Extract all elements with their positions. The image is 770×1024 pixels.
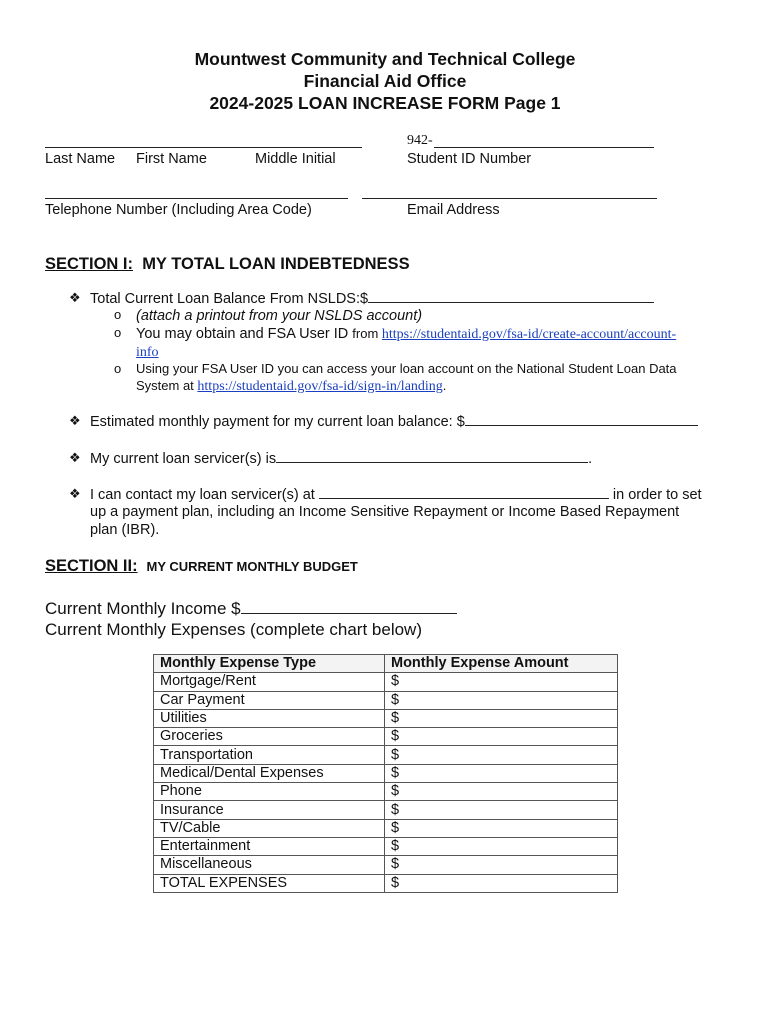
form-title: 2024-2025 LOAN INCREASE FORM Page 1 xyxy=(209,93,561,113)
section2-title: MY CURRENT MONTHLY BUDGET xyxy=(146,559,358,574)
expense-type-cell: Medical/Dental Expenses xyxy=(154,764,385,782)
expense-amount-cell[interactable]: $ xyxy=(385,728,618,746)
fsa-id-text: You may obtain and FSA User ID xyxy=(136,326,353,342)
office-name: Financial Aid Office xyxy=(303,71,467,91)
expense-type-cell: Mortgage/Rent xyxy=(154,673,385,691)
diamond-bullet-icon: ❖ xyxy=(69,486,81,501)
middle-initial-label: Middle Initial xyxy=(255,151,336,167)
contact-servicer-line2: up a payment plan, including an Income Sensitive Repayment or Income Based Repayment xyxy=(90,504,680,520)
expense-amount-header: Monthly Expense Amount xyxy=(385,655,618,673)
circle-bullet-icon: o xyxy=(114,361,122,376)
monthly-payment-item xyxy=(90,412,698,431)
first-name-label: First Name xyxy=(136,151,207,167)
nslds-access-note: Using your FSA User ID you can access your loan account on the National Student Loan Data xyxy=(136,361,677,376)
expense-amount-cell[interactable]: $ xyxy=(385,673,618,691)
loan-servicer-period: . xyxy=(588,451,593,467)
table-row xyxy=(154,691,618,709)
contact-servicer-line3: plan (IBR). xyxy=(90,522,160,538)
expense-type-cell: Entertainment xyxy=(154,837,385,855)
diamond-bullet-icon: ❖ xyxy=(69,450,81,465)
expense-amount-cell[interactable]: $ xyxy=(385,709,618,727)
loan-balance-field[interactable] xyxy=(368,289,654,303)
circle-bullet-icon: o xyxy=(114,325,122,340)
expense-amount-cell[interactable]: $ xyxy=(385,764,618,782)
table-row xyxy=(154,801,618,819)
expense-type-header: Monthly Expense Type xyxy=(154,655,385,673)
nslds-access-note-2 xyxy=(136,377,446,396)
table-row xyxy=(154,746,618,764)
table-row xyxy=(154,673,618,691)
fsa-sign-in-link[interactable]: https://studentaid.gov/fsa-id/sign-in/landing xyxy=(197,379,443,394)
name-line[interactable] xyxy=(45,147,362,148)
telephone-line[interactable] xyxy=(45,198,348,199)
current-income-item xyxy=(45,598,457,619)
expense-amount-cell[interactable]: $ xyxy=(385,801,618,819)
expense-amount-cell[interactable]: $ xyxy=(385,856,618,874)
expense-type-cell: Car Payment xyxy=(154,691,385,709)
expense-type-cell: Phone xyxy=(154,783,385,801)
table-row xyxy=(154,728,618,746)
expense-type-cell: Groceries xyxy=(154,728,385,746)
expense-type-cell: TV/Cable xyxy=(154,819,385,837)
college-name: Mountwest Community and Technical College xyxy=(194,49,576,69)
student-id-line[interactable] xyxy=(434,147,654,148)
sign-in-period: . xyxy=(442,378,447,393)
email-line[interactable] xyxy=(362,198,657,199)
fsa-id-from: from xyxy=(352,326,382,341)
current-income-label: Current Monthly Income $ xyxy=(45,599,241,618)
expense-amount-cell[interactable]: $ xyxy=(385,783,618,801)
system-at-text: System at xyxy=(136,378,198,393)
table-row xyxy=(154,783,618,801)
section2-prefix: SECTION II: xyxy=(45,557,138,575)
expense-amount-cell[interactable]: $ xyxy=(385,746,618,764)
loan-servicer-field[interactable] xyxy=(276,449,588,463)
fsa-create-account-link[interactable]: https://studentaid.gov/fsa-id/create-account/account- xyxy=(381,327,677,342)
table-row xyxy=(154,764,618,782)
expense-type-cell: TOTAL EXPENSES xyxy=(154,874,385,892)
section1-prefix: SECTION I: xyxy=(45,255,134,273)
expense-type-cell: Miscellaneous xyxy=(154,856,385,874)
table-row xyxy=(154,837,618,855)
student-id-prefix: 942- xyxy=(407,133,433,148)
telephone-label: Telephone Number (Including Area Code) xyxy=(45,202,312,218)
contact-servicer-label: I can contact my loan servicer(s) at xyxy=(90,487,315,503)
current-expenses-label: Current Monthly Expenses (complete chart below) xyxy=(45,620,422,639)
table-row xyxy=(154,856,618,874)
table-row xyxy=(154,819,618,837)
diamond-bullet-icon: ❖ xyxy=(69,413,81,428)
expense-type-cell: Transportation xyxy=(154,746,385,764)
current-income-field[interactable] xyxy=(241,598,457,614)
expense-table xyxy=(153,654,618,893)
loan-servicer-label: My current loan servicer(s) is xyxy=(90,451,277,467)
expense-amount-cell[interactable]: $ xyxy=(385,874,618,892)
expense-amount-cell[interactable]: $ xyxy=(385,691,618,709)
table-row xyxy=(154,874,618,892)
student-id-label: Student ID Number xyxy=(407,151,532,167)
section2-heading xyxy=(45,557,358,576)
circle-bullet-icon: o xyxy=(114,307,122,322)
last-name-label: Last Name xyxy=(45,151,116,167)
contact-servicer-label-end: in order to set xyxy=(612,487,702,503)
email-label: Email Address xyxy=(407,202,500,218)
contact-servicer-item xyxy=(90,485,702,504)
expense-amount-cell[interactable]: $ xyxy=(385,819,618,837)
monthly-payment-label: Estimated monthly payment for my current loan balance: $ xyxy=(90,414,465,430)
expense-amount-cell[interactable]: $ xyxy=(385,837,618,855)
loan-balance-item xyxy=(90,289,654,308)
expense-type-cell: Insurance xyxy=(154,801,385,819)
expense-type-cell: Utilities xyxy=(154,709,385,727)
section1-title: MY TOTAL LOAN INDEBTEDNESS xyxy=(142,255,410,273)
section1-heading xyxy=(45,255,410,274)
expense-table-header xyxy=(154,655,618,673)
loan-servicer-item xyxy=(90,449,592,468)
fsa-id-note xyxy=(136,325,726,344)
table-row xyxy=(154,709,618,727)
loan-balance-label: Total Current Loan Balance From NSLDS:$ xyxy=(90,291,369,307)
fsa-create-account-link-info[interactable]: info xyxy=(136,345,159,360)
monthly-payment-field[interactable] xyxy=(465,412,698,426)
attach-printout-note: (attach a printout from your NSLDS account) xyxy=(136,308,423,324)
contact-servicer-field[interactable] xyxy=(319,485,609,499)
diamond-bullet-icon: ❖ xyxy=(69,290,81,305)
